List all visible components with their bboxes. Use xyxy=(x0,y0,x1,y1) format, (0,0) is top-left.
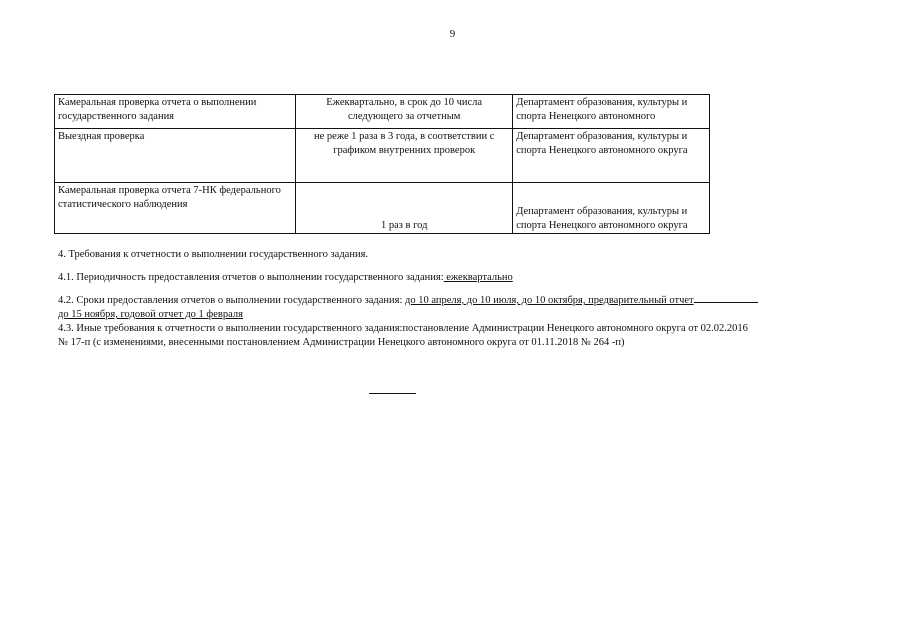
section-4-1-label: 4.1. Периодичность предоставления отчетов о выполнении государственного задания: xyxy=(58,272,444,283)
section-4-1 xyxy=(58,271,848,285)
section-4-3-line1: 4.3. Иные требования к отчетности о выполнении государственного задания:постановление Администрации Ненецкого автономного округа от 02.02.2016 xyxy=(58,323,748,334)
control-form-cell: Камеральная проверка отчета 7-НК федерального статистического наблюдения xyxy=(55,183,296,234)
control-form-cell: Выездная проверка xyxy=(55,129,296,183)
section-4-heading: 4. Требования к отчетности о выполнении государственного задания. xyxy=(58,249,369,260)
periodicity-cell: 1 раз в год xyxy=(296,183,513,234)
section-4-1-value: ежеквартально xyxy=(443,272,513,283)
end-rule xyxy=(369,393,416,394)
authority-cell: Департамент образования, культуры и спорта Ненецкого автономного xyxy=(513,95,710,129)
table-row xyxy=(55,129,710,183)
periodicity-cell: Ежеквартально, в срок до 10 числа следующего за отчетным xyxy=(296,95,513,129)
page-number: 9 xyxy=(449,28,456,40)
table-row xyxy=(55,95,710,129)
periodicity-cell: не реже 1 раза в 3 года, в соответствии с графиком внутренних проверок xyxy=(296,129,513,183)
section-4-2-value-line2: до 15 ноября, годовой отчет до 1 февраля xyxy=(58,309,243,320)
section-4-3-line2: № 17-п (с изменениями, внесенными постановлением Администрации Ненецкого автономного округа от 01.11.2018 № 264 -п) xyxy=(58,337,625,348)
section-4-3 xyxy=(58,322,848,350)
control-form-cell: Камеральная проверка отчета о выполнении государственного задания xyxy=(55,95,296,129)
authority-cell: Департамент образования, культуры и спорта Ненецкого автономного округа xyxy=(513,129,710,183)
control-table xyxy=(54,94,710,234)
section-4-2-value-line1: до 10 апреля, до 10 июля, до 10 октября, предварительный отчет xyxy=(405,295,694,306)
section-4-2 xyxy=(58,292,848,322)
authority-cell: Департамент образования, культуры и спорта Ненецкого автономного округа xyxy=(513,183,710,234)
underline-fill xyxy=(694,292,758,303)
table-row xyxy=(55,183,710,234)
section-4-2-label: 4.2. Сроки предоставления отчетов о выполнении государственного задания: xyxy=(58,295,406,306)
